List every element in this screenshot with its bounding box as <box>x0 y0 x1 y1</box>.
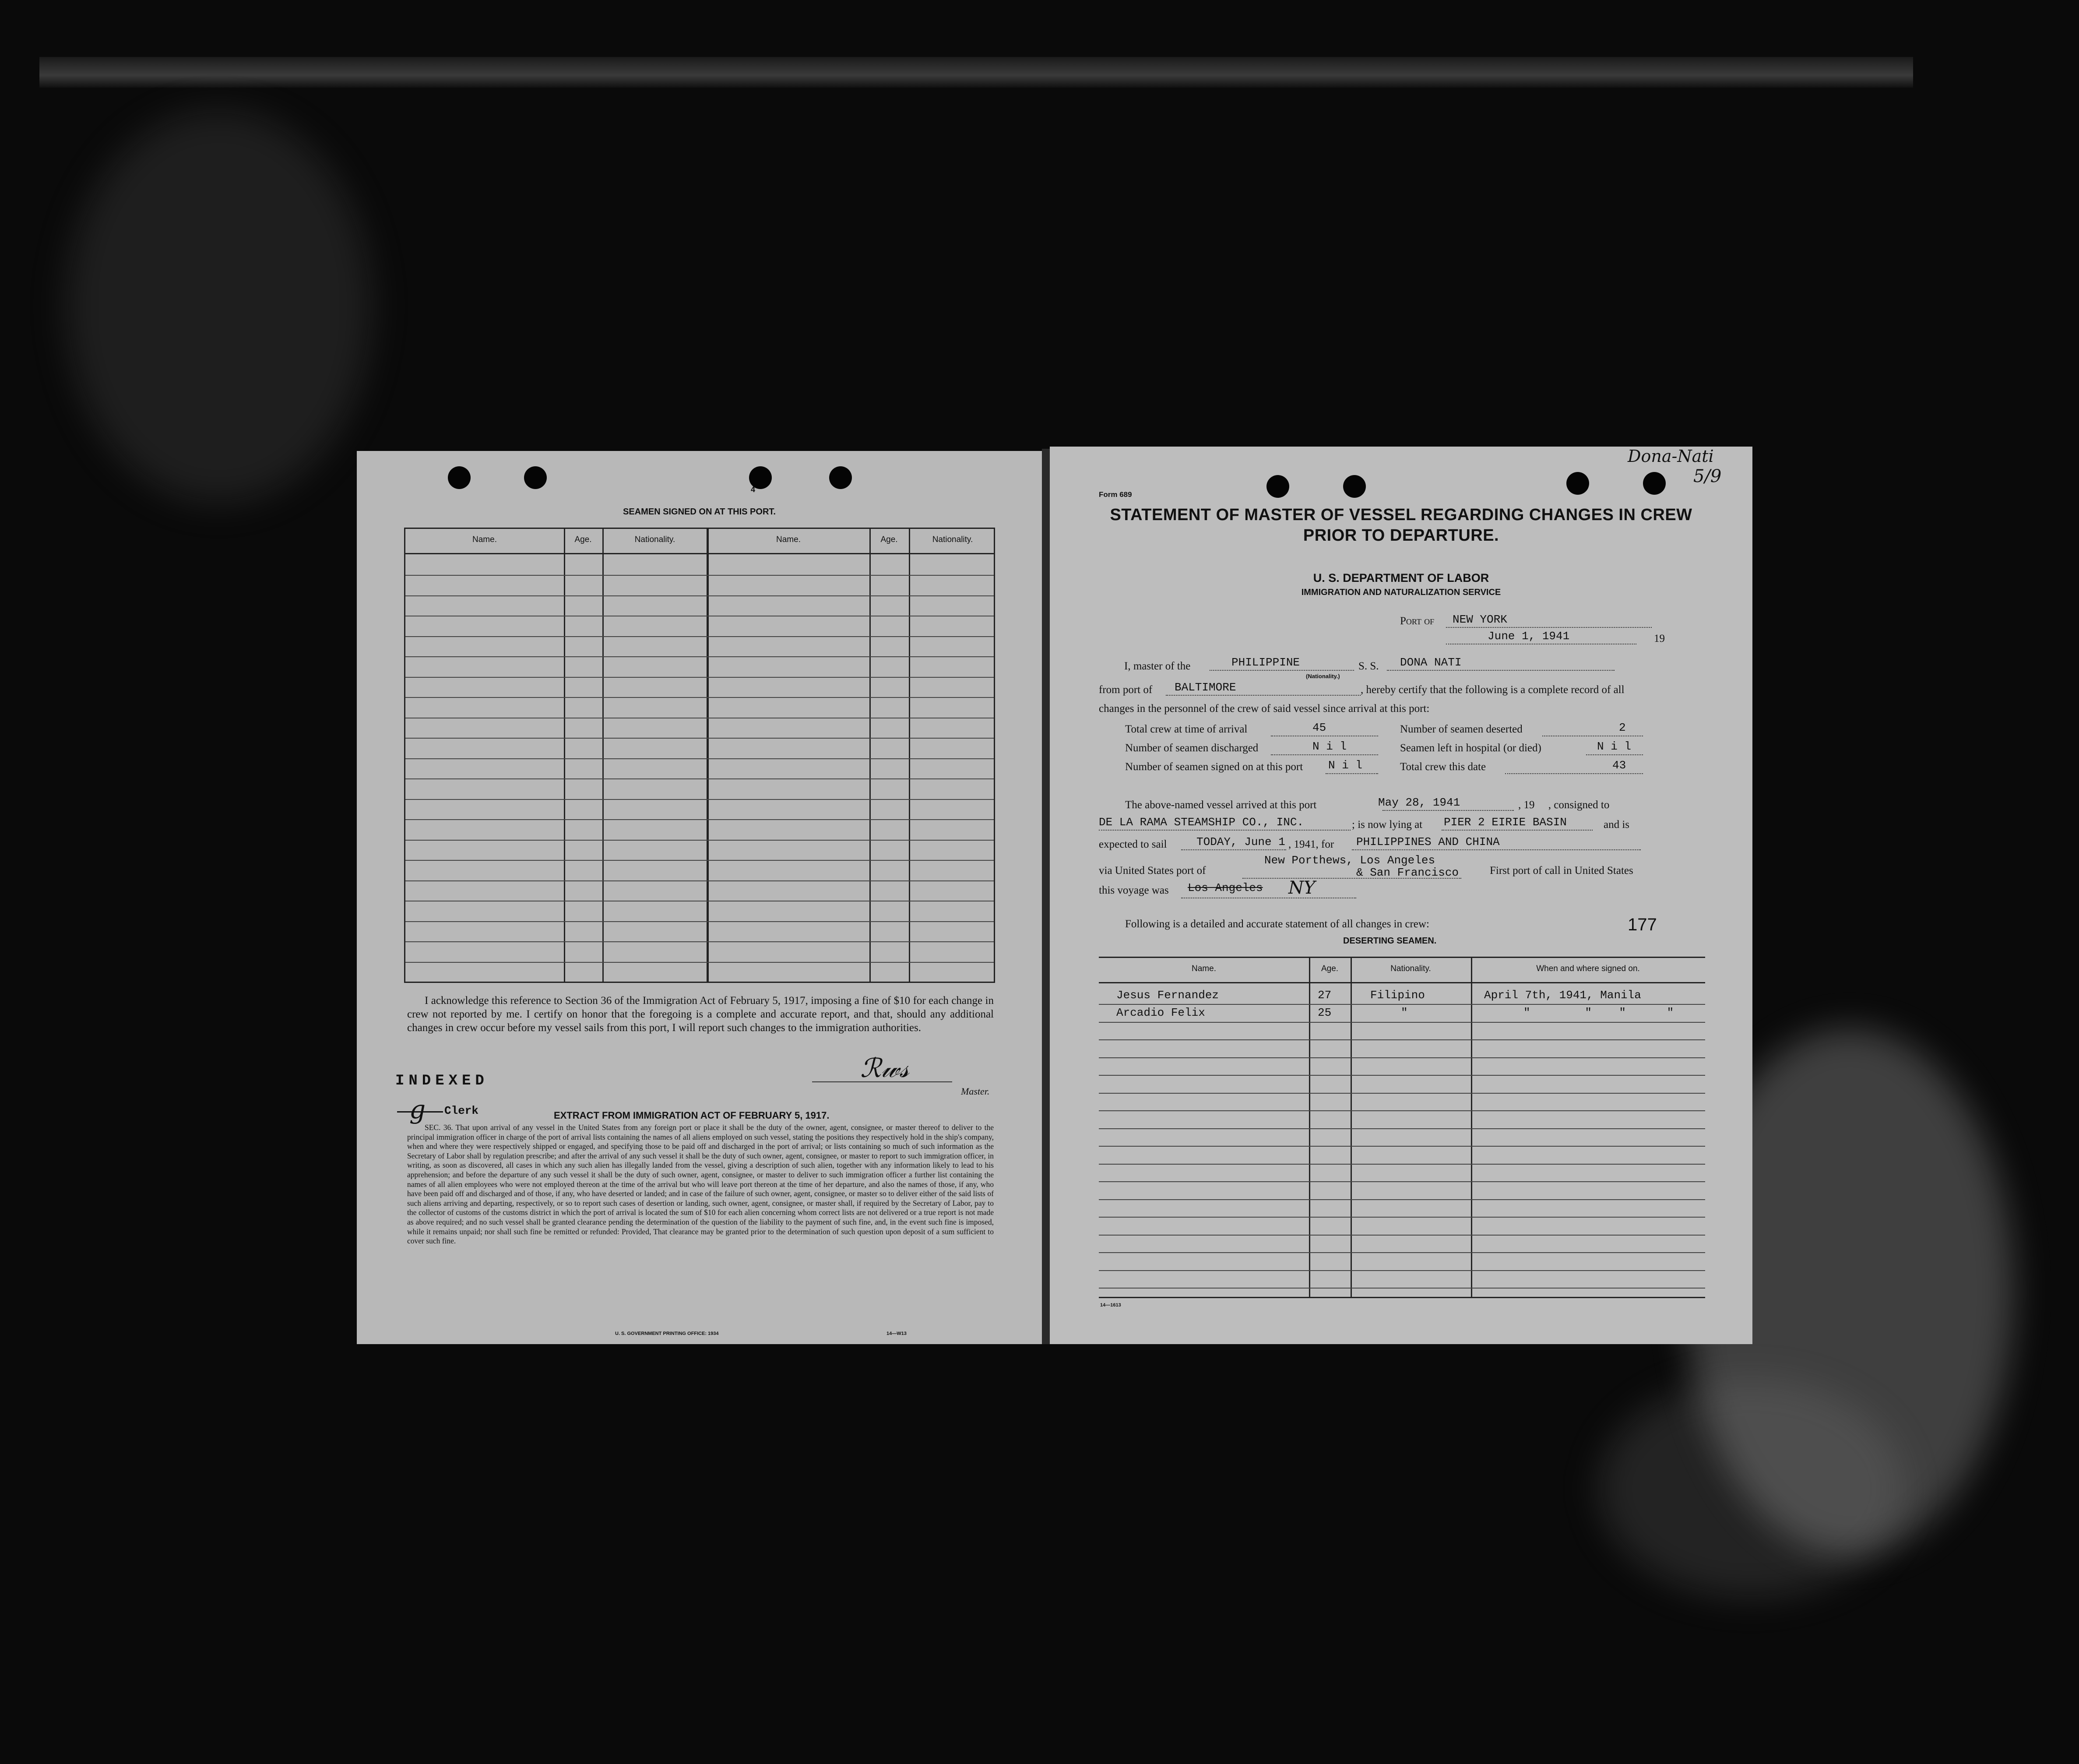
table-rule <box>405 962 994 963</box>
left-page <box>357 451 1042 1344</box>
vessel-underline <box>1387 670 1615 671</box>
arrived-value: May 28, 1941 <box>1378 796 1460 809</box>
table-rule <box>1099 1288 1705 1289</box>
lying-underline <box>1442 830 1593 831</box>
destination-value: PHILIPPINES AND CHINA <box>1356 835 1500 849</box>
master-label: Master. <box>961 1086 990 1097</box>
col-age-2: Age. <box>880 535 898 544</box>
voyage-struck: Los Angeles <box>1188 881 1263 894</box>
table-rule <box>405 697 994 698</box>
sheet-number: 177 <box>1628 915 1657 934</box>
table-rule <box>1099 1022 1705 1023</box>
discharged-label: Number of seamen discharged <box>1125 742 1259 754</box>
sail-underline <box>1181 849 1286 850</box>
table-rule <box>1099 1181 1705 1182</box>
table-header <box>1099 958 1705 983</box>
via-label: via United States port of <box>1099 865 1206 877</box>
total-crew-date-label: Total crew this date <box>1400 761 1486 773</box>
table-rule <box>405 778 994 779</box>
table-rule <box>405 860 994 861</box>
col-signed-on: When and where signed on. <box>1536 964 1640 973</box>
port-value: NEW YORK <box>1453 613 1507 626</box>
col-name: Name. <box>1192 964 1216 973</box>
column-divider <box>707 529 709 982</box>
row1-name: Jesus Fernandez <box>1116 989 1219 1002</box>
form-title-line1: STATEMENT OF MASTER OF VESSEL REGARDING CHANGES IN CREW <box>1110 506 1692 524</box>
table-rule <box>1099 1128 1705 1129</box>
form-title-line2: PRIOR TO DEPARTURE. <box>1303 526 1499 545</box>
sail-value: TODAY, June 1 <box>1196 835 1285 849</box>
col-nationality: Nationality. <box>634 535 675 544</box>
table-rule <box>1099 1146 1705 1147</box>
col-nationality-2: Nationality. <box>932 535 973 544</box>
punch-hole <box>829 466 852 489</box>
col-age: Age. <box>1321 964 1339 973</box>
via-value: New Porthews, Los Angeles <box>1264 854 1435 867</box>
handwritten-number: 5/9 <box>1693 466 1722 486</box>
total-crew-arrival-label: Total crew at time of arrival <box>1125 723 1248 735</box>
total-crew-arrival-value: 45 <box>1312 721 1326 734</box>
punch-hole <box>1343 475 1366 498</box>
column-divider <box>1309 958 1310 1297</box>
table-rule <box>1099 1039 1705 1040</box>
table-rule <box>405 799 994 800</box>
signed-on-underline <box>1326 773 1378 774</box>
wrinkle-glare-bottom <box>1598 1379 1904 1598</box>
table-rule <box>1099 1235 1705 1236</box>
sail-label: expected to sail <box>1099 838 1167 850</box>
table-rule <box>405 921 994 922</box>
master-signature: ℛ𝓌𝓈 <box>860 1053 909 1084</box>
consignee-underline <box>1099 830 1351 831</box>
lying-value: PIER 2 EIRIE BASIN <box>1444 816 1567 829</box>
hospital-underline <box>1586 754 1643 755</box>
from-port-value: BALTIMORE <box>1175 681 1236 694</box>
row2-nationality: " <box>1401 1006 1408 1019</box>
consigned-label: , 19 , consigned to <box>1518 799 1610 811</box>
table-rule <box>405 819 994 820</box>
row2-age: 25 <box>1318 1006 1332 1019</box>
master-signature-line <box>812 1081 952 1082</box>
table-rule <box>1099 1270 1705 1271</box>
table-rule <box>1099 1199 1705 1200</box>
consignee-value: DE LA RAMA STEAMSHIP CO., INC. <box>1099 816 1304 829</box>
form-number: Form 689 <box>1099 490 1132 499</box>
table-header <box>405 529 994 554</box>
page-number: 4 <box>751 485 756 494</box>
seamen-signed-title: SEAMEN SIGNED ON AT THIS PORT. <box>623 507 776 517</box>
deserting-seamen-table <box>1099 957 1705 1298</box>
table-rule <box>1099 1252 1705 1253</box>
row1-age: 27 <box>1318 989 1332 1002</box>
table-rule <box>405 656 994 657</box>
punch-hole <box>524 466 547 489</box>
column-divider <box>869 529 871 982</box>
left-print-code: 14—W13 <box>886 1331 907 1336</box>
table-rule <box>405 575 994 576</box>
column-divider <box>1351 958 1352 1297</box>
col-name: Name. <box>472 535 497 544</box>
handwritten-vessel-note: Dona-Nati <box>1628 447 1714 466</box>
deserted-label: Number of seamen deserted <box>1400 723 1523 735</box>
clerk-initials: g <box>409 1095 426 1124</box>
department: U. S. DEPARTMENT OF LABOR <box>1313 571 1489 584</box>
column-divider <box>564 529 565 982</box>
table-rule <box>1099 1075 1705 1076</box>
table-rule <box>1099 1057 1705 1058</box>
table-rule <box>405 941 994 942</box>
table-rule <box>405 738 994 739</box>
table-rule <box>1099 1093 1705 1094</box>
punch-hole <box>1266 475 1289 498</box>
lying-label: ; is now lying at <box>1352 819 1423 831</box>
table-rule <box>405 880 994 881</box>
wrinkle-glare-left <box>66 109 372 503</box>
table-rule <box>405 758 994 759</box>
total-crew-date-value: 43 <box>1612 759 1626 772</box>
service: IMMIGRATION AND NATURALIZATION SERVICE <box>1301 588 1501 597</box>
punch-hole <box>1566 472 1589 495</box>
port-underline <box>1446 627 1652 628</box>
column-divider <box>909 529 910 982</box>
and-is-label: and is <box>1604 819 1630 831</box>
table-rule <box>405 595 994 596</box>
destination-underline <box>1352 849 1641 850</box>
column-divider <box>1471 958 1472 1297</box>
discharged-underline <box>1271 754 1378 755</box>
table-rule <box>405 636 994 637</box>
extract-text: SEC. 36. That upon arrival of any vessel in the United States from any foreign port or place it shall be the duty of the owner, agent, consignee, or master thereof to deliver to the principal immigration officer in charge of the port of arrival lists containing the names of all aliens employed on such vessel, stating the positions they respectively hold in the ship's company, when and where they were respectively shipped or engaged, and specifying those to be paid off and discharged in the port of arrival; or lists containing so much of such information as the Secretary of Labor shall by regulation prescribe; and after the arrival of any such vessel it shall be the duty of such owner, agent, consignee, or master to report to such immigration officer, in writing, as soon as discovered, all cases in which any such alien has illegally landed from the vessel, giving a description of such alien, together with any information likely to lead to his apprehension; and before the departure of any such vessel it shall be the duty of such owner, agent, consignee, or master to deliver to such immigration officer a further list containing the names of all alien employees who were not employed thereon at the time of the arrival but who will leave port thereon at the time of her departure, and also the names of those, if any, who have been paid off and discharged and of those, if any, who have deserted or landed; and in case of the failure of such owner, agent, consignee, or master so to deliver either of the said lists of such aliens arriving and departing, respectively, or so to report such cases of desertion or landing, such owner, agent, consignee, or master shall, if required by the Secretary of Labor, pay to the collector of customs of the customs district in which the port of arrival is located the sum of $10 for each alien concerning whom correct lists are not delivered or a true report is not made as above required; and no such vessel shall be granted clearance pending the determination of the question of the liability to the payment of such fine, and, in the event such fine is imposed, while it remains unpaid; nor shall such fine be remitted or refunded: Provided, That clearance may be granted prior to the determination of such question upon deposit of a sum sufficient to cover such fine. <box>407 1123 994 1246</box>
row2-signed: " " " " <box>1523 1006 1674 1019</box>
certify-text: , hereby certify that the following is a complete record of all <box>1361 684 1625 696</box>
table-rule <box>1099 1164 1705 1165</box>
acknowledgement-text: I acknowledge this reference to Section 36 of the Immigration Act of February 5, 1917, imposing a fine of $10 for each change in crew not reported by me. I certify on honor that the foregoing is a complete and accurate report, and that, should any additional changes in crew occur before my vessel sails from this port, I will report such changes to the immigration authorities. <box>407 995 994 1034</box>
nationality-underline <box>1210 670 1354 671</box>
row2-name: Arcadio Felix <box>1116 1006 1205 1019</box>
clerk-label: Clerk <box>444 1104 479 1117</box>
book-gutter <box>1042 449 1050 1344</box>
table-rule <box>1099 1217 1705 1218</box>
voyage-label: this voyage was <box>1099 884 1169 896</box>
col-nationality: Nationality. <box>1390 964 1431 973</box>
right-page <box>1050 447 1752 1344</box>
signed-on-value: N i l <box>1328 759 1363 772</box>
ss-label: S. S. <box>1358 660 1379 672</box>
vessel-value: DONA NATI <box>1400 656 1462 669</box>
via-underline <box>1242 878 1461 879</box>
first-port-label: First port of call in United States <box>1490 865 1633 877</box>
table-rule <box>405 677 994 678</box>
signed-on-label: Number of seamen signed on at this port <box>1125 761 1303 773</box>
row1-nationality: Filipino <box>1370 989 1425 1002</box>
table-rule <box>405 840 994 841</box>
binder-edge <box>39 57 1913 88</box>
extract-title: EXTRACT FROM IMMIGRATION ACT OF FEBRUARY 5, 1917. <box>554 1110 830 1121</box>
punch-hole <box>448 466 471 489</box>
discharged-value: N i l <box>1312 740 1347 753</box>
nationality-caption: (Nationality.) <box>1306 673 1340 680</box>
table-rule <box>1099 1004 1705 1005</box>
punch-hole <box>1643 472 1666 495</box>
indexed-stamp: INDEXED <box>395 1073 489 1089</box>
port-label: Port of <box>1400 615 1435 627</box>
from-port-underline <box>1166 695 1361 696</box>
arrived-underline <box>1382 810 1514 811</box>
col-age: Age. <box>574 535 592 544</box>
date-value: June 1, 1941 <box>1488 630 1570 643</box>
deserted-value: 2 <box>1619 721 1626 734</box>
following-label: Following is a detailed and accurate statement of all changes in crew: <box>1125 918 1429 930</box>
hospital-value: N i l <box>1597 740 1632 753</box>
seamen-signed-table <box>404 528 995 983</box>
table-rule <box>1099 1110 1705 1111</box>
voyage-hand: NY <box>1288 878 1316 898</box>
right-print-code: 14—1613 <box>1100 1303 1121 1308</box>
nationality-value: PHILIPPINE <box>1231 656 1300 669</box>
hospital-label: Seamen left in hospital (or died) <box>1400 742 1541 754</box>
master-of-label: I, master of the <box>1124 660 1191 672</box>
clerk-strike <box>397 1111 443 1113</box>
deserting-title: DESERTING SEAMEN. <box>1343 936 1437 946</box>
col-name-2: Name. <box>776 535 801 544</box>
total-crew-date-underline <box>1505 773 1643 774</box>
via-value-2: & San Francisco <box>1356 866 1459 879</box>
sail-year: , 1941, for <box>1288 838 1334 850</box>
arrived-label: The above-named vessel arrived at this port <box>1125 799 1317 811</box>
column-divider <box>602 529 604 982</box>
printer-line: U. S. GOVERNMENT PRINTING OFFICE: 1934 <box>615 1331 719 1336</box>
year-prefix: 19 <box>1654 633 1665 644</box>
changes-text: changes in the personnel of the crew of said vessel since arrival at this port: <box>1099 703 1430 715</box>
row1-signed: April 7th, 1941, Manila <box>1484 989 1641 1002</box>
from-port-label: from port of <box>1099 684 1153 696</box>
